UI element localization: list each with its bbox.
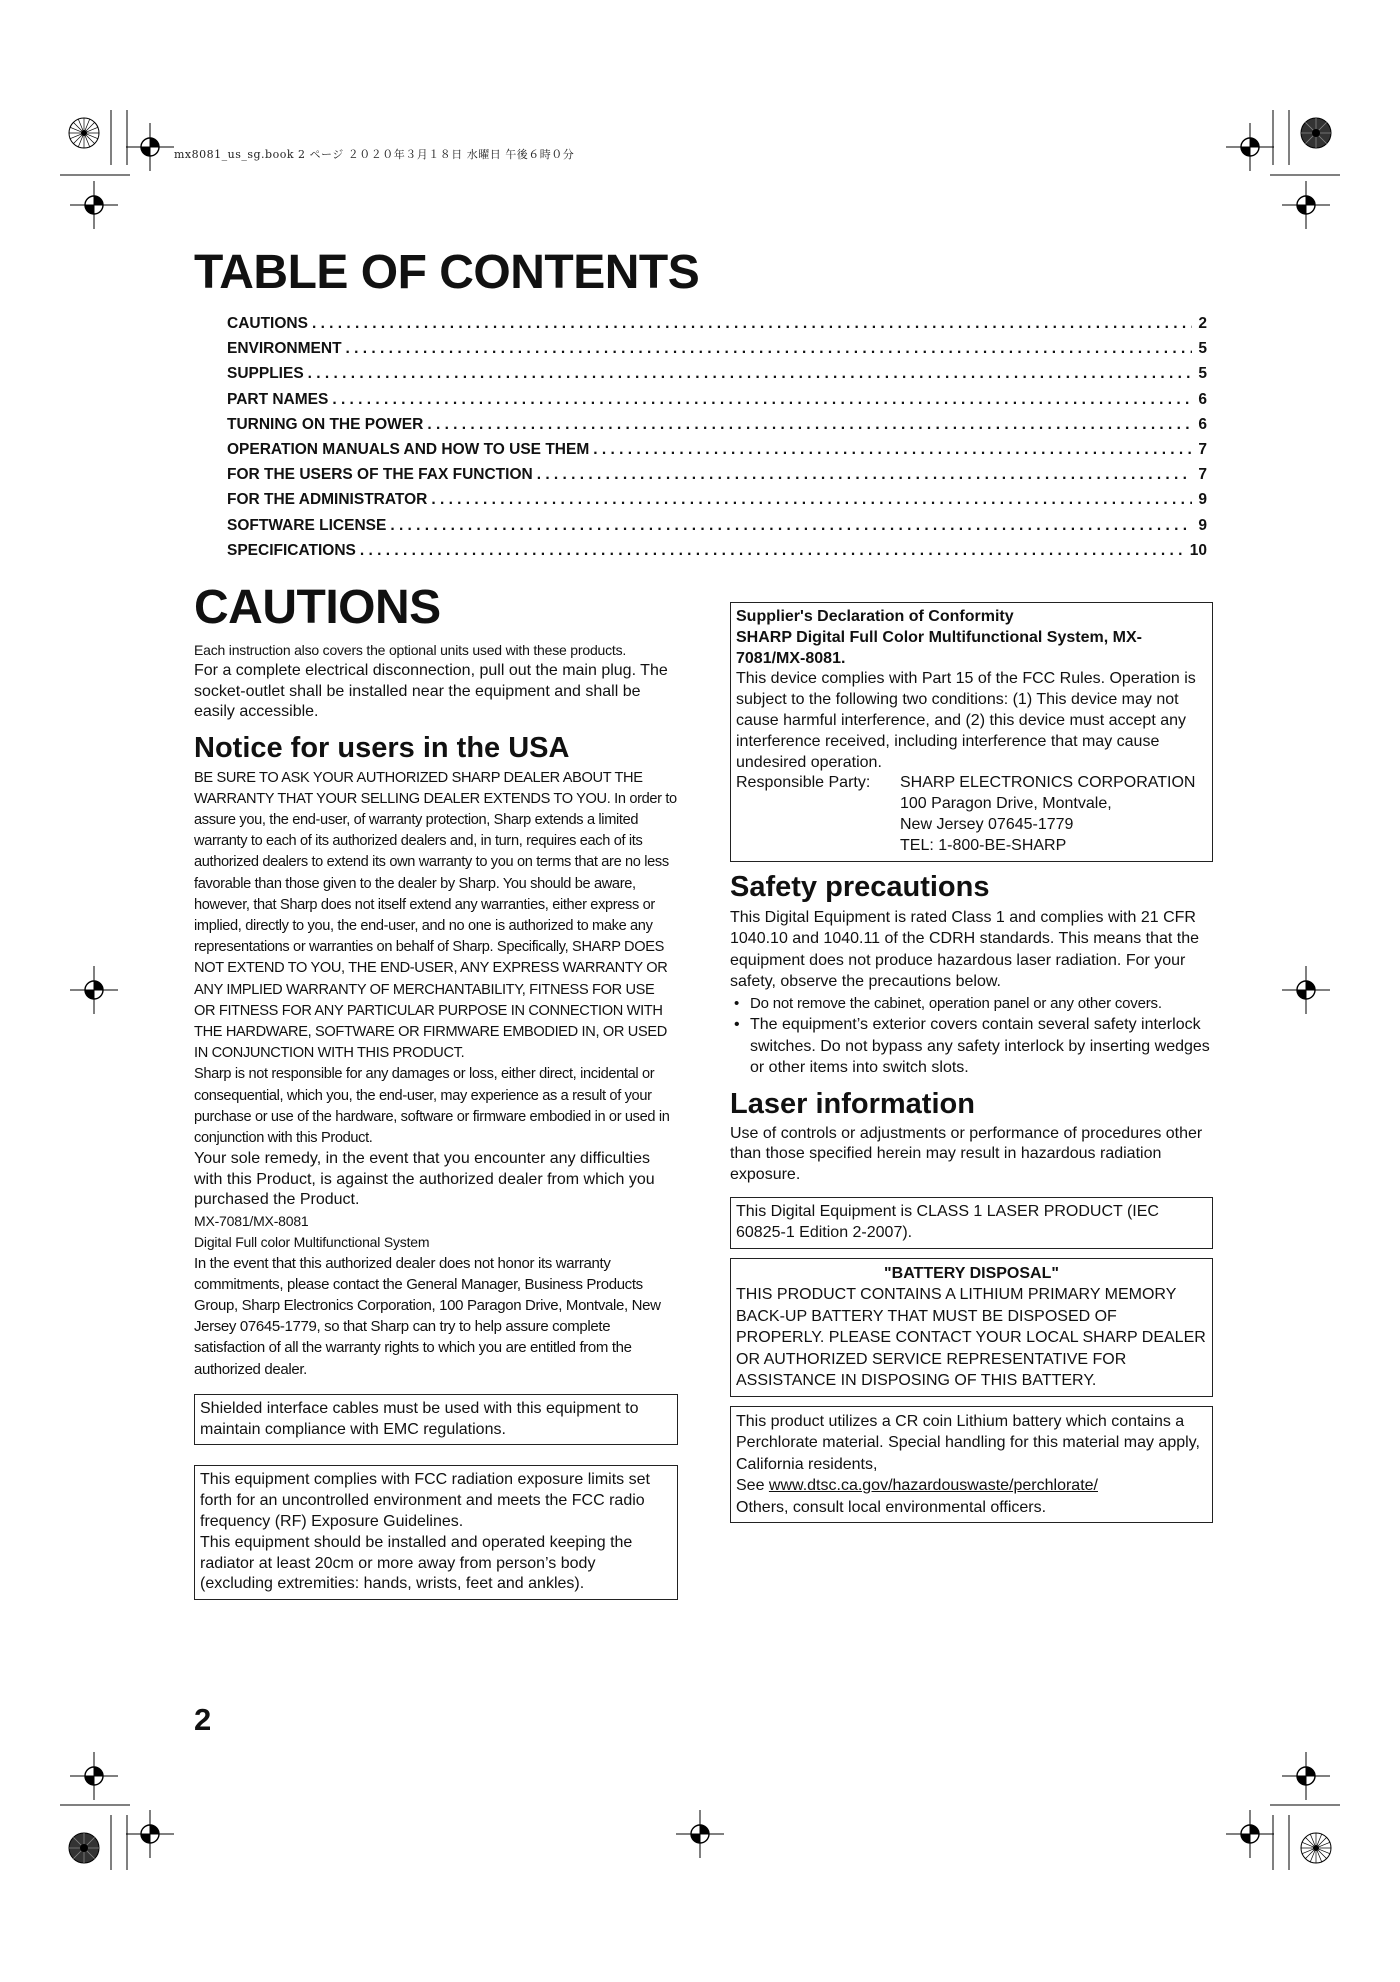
toc-leader-dots	[390, 517, 1192, 535]
usa-notice-heading: Notice for users in the USA	[194, 731, 570, 764]
perchlorate-text: This product utilizes a CR coin Lithium battery which contains a Perchlorate material. Special handling for this material may apply, California residents,	[736, 1412, 1200, 1473]
conformity-title: Supplier's Declaration of Conformity	[736, 608, 1014, 625]
usa-contact-paragraph: In the event that this authorized dealer does not honor its warranty commitments, please contact the General Manager, Business Products Group, Sharp Electronics Corporation, 100 Paragon Drive, Montvale, New Jersey 07645-1779, so that Sharp can try to help assure complete satisfaction of all the warranty rights to which you are entitled from the authorized dealer.	[194, 1254, 661, 1378]
responsible-party-line: New Jersey 07645-1779	[900, 815, 1074, 833]
responsible-party-line: SHARP ELECTRONICS CORPORATION	[900, 774, 1196, 792]
table-of-contents	[227, 315, 1207, 567]
perchlorate-see-line: See www.dtsc.ca.gov/hazardouswaste/perchlorate/	[736, 1477, 1098, 1495]
perchlorate-link[interactable]: www.dtsc.ca.gov/hazardouswaste/perchlorate/	[768, 1477, 1098, 1495]
laser-text: Use of controls or adjustments or performance of procedures other than those specified herein may result in hazardous radiation exposure.	[730, 1124, 1203, 1183]
responsible-party-line: 100 Paragon Drive, Montvale,	[900, 795, 1112, 813]
toc-title: TABLE OF CONTENTS	[194, 246, 700, 299]
battery-disposal-title: "BATTERY DISPOSAL"	[884, 1264, 1059, 1282]
toc-entry-administrator[interactable]: FOR THE ADMINISTRATOR . . . 9	[227, 491, 1207, 516]
toc-leader-dots	[431, 491, 1192, 509]
bullet-icon: •	[734, 1016, 740, 1034]
print-slug-header: mx8081_us_sg.book 2 ページ ２０２０年３月１８日 水曜日 午後６時０分	[174, 148, 575, 161]
conformity-product: SHARP Digital Full Color Multifunctional System, MX-7081/MX-8081.	[736, 628, 1142, 667]
safety-text: This Digital Equipment is rated Class 1 and complies with 21 CFR 1040.10 and 1040.11 of the CDRH standards. This means that the equipment does not produce hazardous laser radiation. For your safety, observe the precautions below.	[730, 908, 1200, 991]
cautions-intro-note: Each instruction also covers the optional units used with these products.	[194, 642, 627, 658]
cautions-intro: For a complete electrical disconnection, pull out the main plug. The socket-outlet shall be installed near the equipment and shall be easily accessible.	[194, 662, 668, 720]
toc-leader-dots	[593, 441, 1192, 459]
usa-model-description: Digital Full color Multifunctional System	[194, 1233, 430, 1250]
rf-exposure-text-2: This equipment should be installed and operated keeping the radiator at least 20cm or more away from person’s body (excluding extremities: hands, wrists, feet and ankles).	[200, 1533, 633, 1593]
toc-entry-software-license[interactable]: SOFTWARE LICENSE . . . 9	[227, 517, 1207, 542]
responsible-party	[736, 773, 1207, 856]
page-number: 2	[194, 1702, 212, 1737]
battery-disposal-text: THIS PRODUCT CONTAINS A LITHIUM PRIMARY MEMORY BACK-UP BATTERY THAT MUST BE DISPOSED OF PROPERLY. PLEASE CONTACT YOUR LOCAL SHARP DEALER OR AUTHORIZED SERVICE REPRESENTATIVE FOR ASSISTANCE IN DISPOSING OF THIS BATTERY.	[736, 1286, 1206, 1390]
toc-entry-environment[interactable]: ENVIRONMENT . . . 5	[227, 340, 1207, 365]
perchlorate-others: Others, consult local environmental officers.	[736, 1498, 1047, 1516]
toc-leader-dots	[427, 416, 1192, 434]
usa-liability-paragraph: Sharp is not responsible for any damages or loss, either direct, incidental or consequential, which you, the end-user, may experience as a result of your purchase or use of the hardware, software or firmware embodied in or used in conjunction with this Product.	[194, 1066, 670, 1146]
battery-disposal-box	[730, 1258, 1213, 1397]
toc-leader-dots	[308, 365, 1193, 383]
toc-leader-dots	[537, 466, 1193, 484]
safety-bullet: • Do not remove the cabinet, operation panel or any other covers.	[730, 993, 1213, 1015]
toc-leader-dots	[346, 340, 1193, 358]
toc-entry-cautions[interactable]: CAUTIONS . . . 2	[227, 315, 1207, 340]
usa-model: MX-7081/MX-8081	[194, 1212, 309, 1229]
safety-heading: Safety precautions	[730, 870, 990, 903]
left-column	[194, 580, 678, 1600]
toc-entry-specifications[interactable]: SPECIFICATIONS . . . 10	[227, 542, 1207, 567]
usa-remedy-paragraph: Your sole remedy, in the event that you encounter any difficulties with this Product, is against the authorized dealer from which you purchased the Product.	[194, 1150, 655, 1209]
laser-heading: Laser information	[730, 1087, 975, 1120]
conformity-box	[730, 602, 1213, 862]
cautions-title: CAUTIONS	[194, 581, 441, 634]
rf-exposure-text-1: This equipment complies with FCC radiation exposure limits set forth for an uncontrolled environment and meets the FCC radio frequency (RF) Exposure Guidelines.	[200, 1471, 650, 1531]
laser-class-text: This Digital Equipment is CLASS 1 LASER PRODUCT (IEC 60825-1 Edition 2-2007).	[736, 1203, 1159, 1241]
usa-warranty-paragraph: BE SURE TO ASK YOUR AUTHORIZED SHARP DEALER ABOUT THE WARRANTY THAT YOUR SELLING DEALER EXTENDS TO YOU. In order to assure you, the end-user, of warranty protection, Sharp extends a limited warranty to each of its authorized dealers and, in turn, requires each of its authorized dealers to extend its own warranty to you on terms that are no less favorable than those given to the dealer by Sharp. You should be aware, however, that Sharp does not itself extend any warranties, either express or implied, directly to you, the end-user, and no one is authorized to make any representations or warranties on behalf of Sharp. Specifically, SHARP DOES NOT EXTEND TO YOU, THE END-USER, ANY EXPRESS WARRANTY OR ANY IMPLIED WARRANTY OF MERCHANTABILITY, FITNESS FOR USE OR FITNESS FOR ANY PARTICULAR PURPOSE IN CONNECTION WITH THE HARDWARE, SOFTWARE OR FIRMWARE EMBODIED IN, OR USED IN CONJUNCTION WITH THIS PRODUCT.	[194, 769, 677, 1062]
toc-entry-part-names[interactable]: PART NAMES . . . 6	[227, 391, 1207, 416]
emc-notice-text: Shielded interface cables must be used with this equipment to maintain compliance with EMC regulations.	[200, 1399, 639, 1438]
responsible-party-line: TEL: 1-800-BE-SHARP	[900, 836, 1067, 854]
toc-leader-dots	[332, 391, 1192, 409]
toc-entry-supplies[interactable]: SUPPLIES . . . 5	[227, 365, 1207, 390]
toc-entry-operation-manuals[interactable]: OPERATION MANUALS AND HOW TO USE THEM . . . 7	[227, 441, 1207, 466]
perchlorate-box	[730, 1406, 1213, 1524]
responsible-party-label: Responsible Party:	[736, 774, 871, 792]
toc-leader-dots	[360, 542, 1184, 560]
emc-notice-box	[194, 1394, 678, 1446]
safety-bullet: • The equipment’s exterior covers contain several safety interlock switches. Do not bypass any safety interlock by inserting wedges or other items into switch slots.	[730, 1014, 1213, 1079]
conformity-text: This device complies with Part 15 of the FCC Rules. Operation is subject to the following two conditions: (1) This device may not cause harmful interference, and (2) this device must accept any interference received, including interference that may cause undesired operation.	[736, 670, 1196, 771]
toc-leader-dots	[312, 315, 1192, 333]
toc-entry-turning-on-power[interactable]: TURNING ON THE POWER . . . 6	[227, 416, 1207, 441]
right-column	[730, 602, 1213, 1523]
bullet-icon: •	[734, 994, 740, 1012]
rf-exposure-box	[194, 1465, 678, 1600]
laser-class-box	[730, 1197, 1213, 1249]
toc-entry-fax-function[interactable]: FOR THE USERS OF THE FAX FUNCTION . . . 7	[227, 466, 1207, 491]
